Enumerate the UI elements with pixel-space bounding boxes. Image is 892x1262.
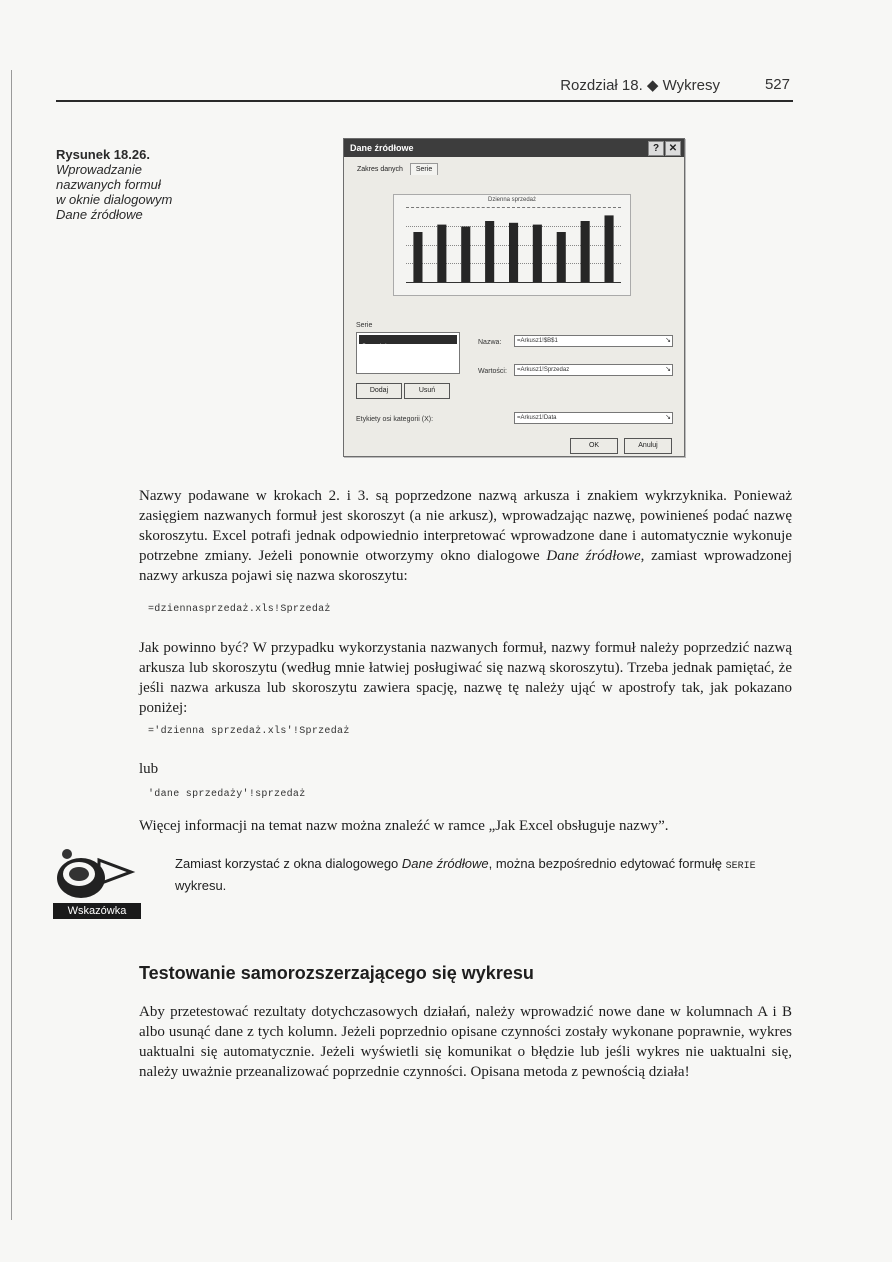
add-button[interactable]: Dodaj	[356, 383, 402, 399]
chapter-title: Rozdział 18. ◆ Wykresy	[560, 77, 720, 94]
bar	[605, 215, 614, 282]
values-value: =Arkusz1!Sprzedaz	[517, 367, 570, 373]
name-field[interactable]	[514, 335, 673, 347]
cancel-button[interactable]: Anuluj	[624, 438, 672, 454]
chart-title: Dzienna sprzedaż	[487, 197, 537, 203]
bar	[413, 232, 422, 282]
collapse-icon[interactable]: ↘	[665, 337, 671, 344]
category-field[interactable]	[514, 412, 673, 424]
tip-text-part: , można bezpośrednio edytować formułę	[488, 856, 723, 871]
paragraph-4: Aby przetestować rezultaty dotychczasowych działań, należy wprowadzić nowe dane w kolumnach A i B albo usunąć dane z tych kolumn. Jeżeli poprzednio opisane czynności zostały wykonane poprawnie, wykres uaktualni się automatycznie. Jeżeli wyświetli się komunikat o błędzie lub jeśli wykres nie uaktualni się, należy uważnie przeanalizować poprzednie czynności. Opisana metoda z pewnością działa!	[139, 1004, 792, 1080]
paragraph-3: Więcej informacji na temat nazw można znaleźć w ramce „Jak Excel obsługuje nazwy”.	[139, 818, 669, 834]
tip-text-part: Zamiast korzystać z okna dialogowego	[175, 856, 399, 871]
code-2: ='dzienna sprzedaż.xls'!Sprzedaż	[148, 726, 350, 737]
name-label: Nazwa:	[478, 339, 502, 346]
tip-text	[175, 854, 795, 895]
tab-data-range[interactable]: Zakres danych	[357, 166, 403, 173]
tip-icon	[53, 840, 141, 904]
caption-line: Dane źródłowe	[56, 207, 143, 222]
bar	[461, 227, 470, 283]
values-label: Wartości:	[478, 368, 507, 375]
bar	[557, 232, 566, 282]
paragraph-1	[139, 486, 792, 586]
caption-line: Wprowadzanie	[56, 162, 142, 177]
para-italic: Dane źródłowe	[546, 548, 641, 564]
bar	[581, 221, 590, 282]
bar-series	[406, 208, 621, 282]
bar	[533, 225, 542, 282]
caption-line: nazwanych formuł	[56, 177, 161, 192]
para-text: Nazwy podawane w krokach 2. i 3. są poprzedzone nazwą arkusza i znakiem wykrzyknika. Ponieważ zasięgiem nazwanych formuł jest skoroszyt (a nie arkusz), wprowadzając nazwę, powinieneś podać nazwę skoroszytu. Excel potrafi jednak odpowiednio interpretować wprowadzone dane i automatycznie wykonuje potrzebne zmiany. Jeżeli ponownie otworzymy okno dialogowe	[139, 488, 792, 564]
header-rule	[56, 100, 793, 102]
collapse-icon[interactable]: ↘	[665, 414, 671, 421]
dialog-title: Dane źródłowe	[350, 143, 414, 153]
lub-text: lub	[139, 761, 159, 777]
series-item-label: Sprzedaż	[362, 344, 388, 350]
bar	[509, 223, 518, 282]
tip-text-code: SERIE	[725, 861, 756, 872]
ok-button[interactable]: OK	[570, 438, 618, 454]
help-button[interactable]: ?	[648, 141, 664, 156]
close-button[interactable]: ✕	[665, 141, 681, 156]
page-header	[140, 74, 792, 100]
category-label: Etykiety osi kategorii (X):	[356, 416, 434, 423]
category-value: =Arkusz1!Data	[517, 415, 557, 421]
section-heading: Testowanie samorozszerzającego się wykresu	[139, 963, 534, 983]
figure-caption	[56, 147, 226, 222]
bar	[485, 221, 494, 282]
dialog-titlebar	[344, 139, 684, 157]
plot-area	[406, 207, 621, 283]
figure-number: Rysunek 18.26.	[56, 147, 150, 162]
name-value: =Arkusz1!$B$1	[517, 338, 558, 344]
series-list[interactable]	[356, 332, 460, 374]
para-text: , zamiast wprowadzonej nazwy arkusza pojawi się nazwa skoroszytu:	[139, 548, 792, 584]
tab-series[interactable]: Serie	[410, 163, 438, 175]
code-3: 'dane sprzedaży'!sprzedaż	[148, 789, 306, 800]
chart-preview	[393, 194, 631, 296]
tip-text-italic: Dane źródłowe	[401, 856, 489, 871]
caption-line: w oknie dialogowym	[56, 192, 173, 207]
values-field[interactable]	[514, 364, 673, 376]
page-edge-line	[11, 70, 12, 1220]
dialog-tabs	[352, 163, 438, 175]
tip-badge: Wskazówka	[53, 903, 141, 919]
source-data-dialog	[343, 138, 685, 457]
tip-text-part: wykresu.	[175, 878, 227, 893]
remove-button[interactable]: Usuń	[404, 383, 450, 399]
collapse-icon[interactable]: ↘	[665, 366, 671, 373]
code-1: =dziennasprzedaż.xls!Sprzedaż	[148, 604, 331, 615]
page-number: 527	[764, 76, 790, 93]
series-label: Serie	[356, 322, 373, 329]
paragraph-2: Jak powinno być? W przypadku wykorzystania nazwanych formuł, nazwy formuł należy poprzedzić nazwą arkusza lub skoroszytu (według mnie łatwiej posługiwać się nazwą skoroszytu). Trzeba jednak pamiętać, że jeśli nazwa arkusza lub skoroszytu zawiera spację, nazwę tę należy ująć w apostrofy tak, jak pokazano poniżej:	[139, 640, 792, 716]
bar	[437, 225, 446, 282]
series-item[interactable]	[359, 335, 457, 350]
